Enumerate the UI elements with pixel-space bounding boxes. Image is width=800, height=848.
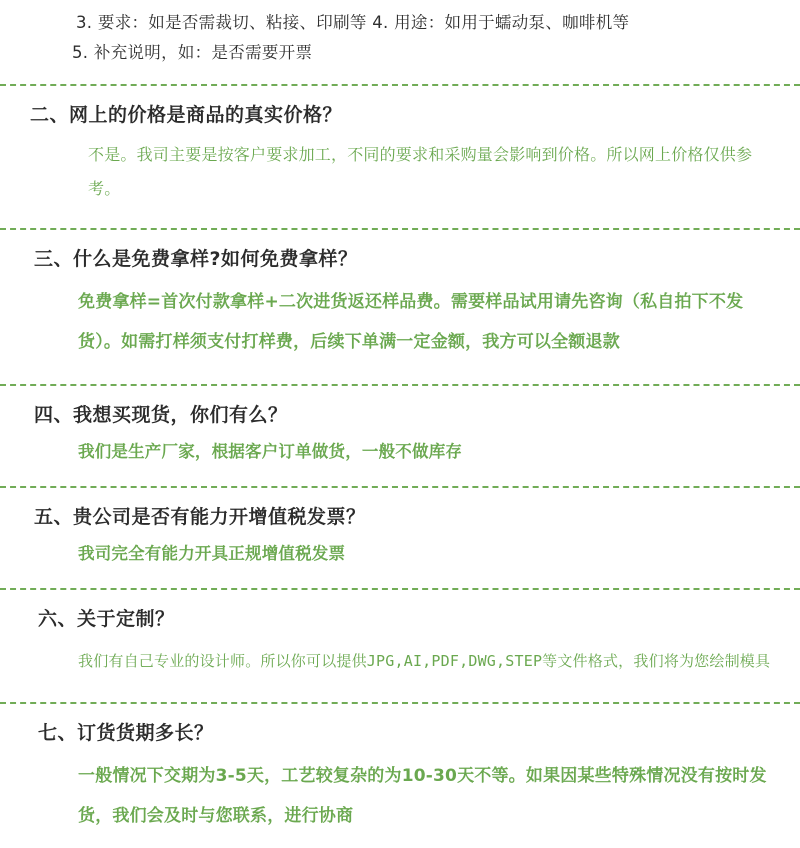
continuation-line-2: 5. 补充说明，如：是否需要开票: [72, 43, 313, 62]
faq-question: 二、网上的价格是商品的真实价格？: [30, 104, 343, 126]
faq-question: 七、订货货期多长？: [38, 722, 214, 744]
continuation-line-1: 3. 要求：如是否需裁切、粘接、印刷等 4. 用途：如用于蠕动泵、咖啡机等: [76, 13, 630, 32]
faq-item-5: [0, 488, 800, 578]
faq-answer: 我司完全有能力开具正规增值税发票: [78, 544, 346, 563]
faq-question: 四、我想买现货，你们有么？: [34, 404, 288, 426]
faq-item-7: [0, 704, 800, 848]
faq-answer: 不是。我司主要是按客户要求加工，不同的要求和采购量会影响到价格。所以网上价格仅供参考。: [88, 145, 753, 198]
divider: [0, 228, 800, 230]
faq-answer: 一般情况下交期为3-5天，工艺较复杂的为10-30天不等。如果因某些特殊情况没有按时发货，我们会及时与您联系，进行协商: [78, 766, 767, 826]
top-continuation-block: [0, 0, 800, 74]
divider: [0, 588, 800, 590]
faq-answer: 我们是生产厂家，根据客户订单做货，一般不做库存: [78, 442, 463, 461]
faq-item-2: [0, 86, 800, 218]
faq-answer: 我们有自己专业的设计师。所以你可以提供JPG,AI,PDF,DWG,STEP等文件格式，我们将为您绘制模具: [78, 652, 771, 670]
faq-question: 六、关于定制？: [38, 608, 175, 630]
faq-item-3: [0, 230, 800, 374]
faq-question: 三、什么是免费拿样?如何免费拿样？: [34, 248, 358, 270]
faq-question: 五、贵公司是否有能力开增值税发票？: [34, 506, 366, 528]
divider: [0, 384, 800, 386]
divider: [0, 84, 800, 86]
divider: [0, 702, 800, 704]
faq-item-4: [0, 386, 800, 476]
faq-item-6: [0, 590, 800, 692]
faq-answer: 免费拿样=首次付款拿样+二次进货返还样品费。需要样品试用请先咨询（私自拍下不发货）。如需打样须支付打样费，后续下单满一定金额，我方可以全额退款: [78, 292, 744, 352]
divider: [0, 486, 800, 488]
